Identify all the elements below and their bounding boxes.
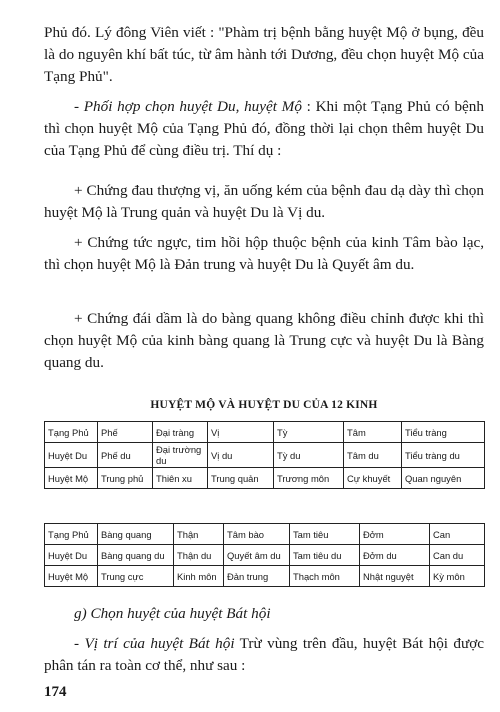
table-row [45, 524, 485, 545]
table-row-header-cell: Huyệt Mộ [45, 468, 98, 489]
table-cell: Tam tiêu du [290, 545, 360, 566]
table-row [45, 545, 485, 566]
table-cell: Trung cực [98, 566, 174, 587]
table-mo-du-part1 [44, 421, 485, 489]
table-cell: Trung phủ [98, 468, 153, 489]
table-cell: Quyết âm du [224, 545, 290, 566]
table-cell: Đại trường du [153, 443, 208, 468]
paragraph-example-chest: + Chứng tức ngực, tim hồi hộp thuộc bệnh của kinh Tâm bào lạc, thì chọn huyệt Mộ là Đản trung và huyệt Du là Quyết âm du. [44, 234, 484, 273]
table-cell: Đởm [360, 524, 430, 545]
paragraph-lead-italic: - Vị trí của huyệt Bát hội [74, 635, 235, 652]
table-cell: Thiên xu [153, 468, 208, 489]
table-cell: Trương môn [274, 468, 344, 489]
table-cell: Tam tiêu [290, 524, 360, 545]
table-cell: Tỳ [274, 422, 344, 443]
table-cell: Thạch môn [290, 566, 360, 587]
table-cell: Bàng quang [98, 524, 174, 545]
table-cell: Tiểu tràng [402, 422, 485, 443]
table-row [45, 422, 485, 443]
table-row-header-cell: Huyệt Du [45, 545, 98, 566]
table-cell: Đởm du [360, 545, 430, 566]
table-cell: Kinh môn [174, 566, 224, 587]
table-cell: Can du [430, 545, 485, 566]
table-cell: Vị du [208, 443, 274, 468]
paragraph-example-bladder: + Chứng đái dầm là do bàng quang không điều chỉnh được khi thì chọn huyệt Mộ của kinh bàng quang là Trung cực và huyệt Du là Bàng quang du. [44, 310, 484, 371]
table-row-header-cell: Huyệt Mộ [45, 566, 98, 587]
table-cell: Tiểu tràng du [402, 443, 485, 468]
table-cell: Quan nguyên [402, 468, 485, 489]
paragraph-bat-hoi-location [44, 633, 484, 677]
table-row [45, 443, 485, 468]
page-number: 174 [44, 684, 67, 700]
table-cell: Tâm bào [224, 524, 290, 545]
paragraph-example-stomach: + Chứng đau thượng vị, ăn uống kém của bệnh đau dạ dày thì chọn huyệt Mộ là Trung quản và huyệt Du là Vị du. [44, 182, 484, 221]
table-cell: Can [430, 524, 485, 545]
table-cell: Thận du [174, 545, 224, 566]
paragraph-du-mo-combination [44, 96, 484, 162]
paragraph-lead-italic: - Phối hợp chọn huyệt Du, huyệt Mộ [74, 98, 302, 115]
paragraph-body: : Khi một Tạng Phủ có bệnh thì chọn huyệt Mộ của Tạng Phủ đó, đồng thời lại chọn thêm huyệt Du của Tạng Phủ để cùng điều trị. Thí dụ : [44, 98, 484, 159]
section-heading-g: g) Chọn huyệt của huyệt Bát hội [74, 605, 271, 622]
table-row [45, 566, 485, 587]
table-cell: Vị [208, 422, 274, 443]
table-cell: Bàng quang du [98, 545, 174, 566]
table-title: HUYỆT MỘ VÀ HUYỆT DU CỦA 12 KINH [150, 399, 378, 411]
table-cell: Cự khuyết [344, 468, 402, 489]
table-cell: Nhật nguyệt [360, 566, 430, 587]
table-cell: Phế du [98, 443, 153, 468]
table-cell: Kỳ môn [430, 566, 485, 587]
table-cell: Thận [174, 524, 224, 545]
table-cell: Đản trung [224, 566, 290, 587]
table-row-header-cell: Huyệt Du [45, 443, 98, 468]
table-row-header-cell: Tạng Phủ [45, 524, 98, 545]
table-cell: Tỳ du [274, 443, 344, 468]
paragraph-body: Trừ vùng trên đầu, huyệt Bát hội được phân tán ra toàn cơ thể, như sau : [44, 635, 484, 674]
table-row-header-cell: Tạng Phủ [45, 422, 98, 443]
paragraph-intro: Phủ đó. Lý đông Viên viết : "Phàm trị bệnh bằng huyệt Mộ ở bụng, đều là do nguyên khí bất túc, từ âm hành tới Dương, đều chọn huyệt Mộ của Tạng Phủ". [44, 24, 484, 85]
table-cell: Tâm [344, 422, 402, 443]
table-mo-du-part2 [44, 523, 485, 587]
table-cell: Đại tràng [153, 422, 208, 443]
table-cell: Phế [98, 422, 153, 443]
table-cell: Tâm du [344, 443, 402, 468]
table-row [45, 468, 485, 489]
table-cell: Trung quản [208, 468, 274, 489]
